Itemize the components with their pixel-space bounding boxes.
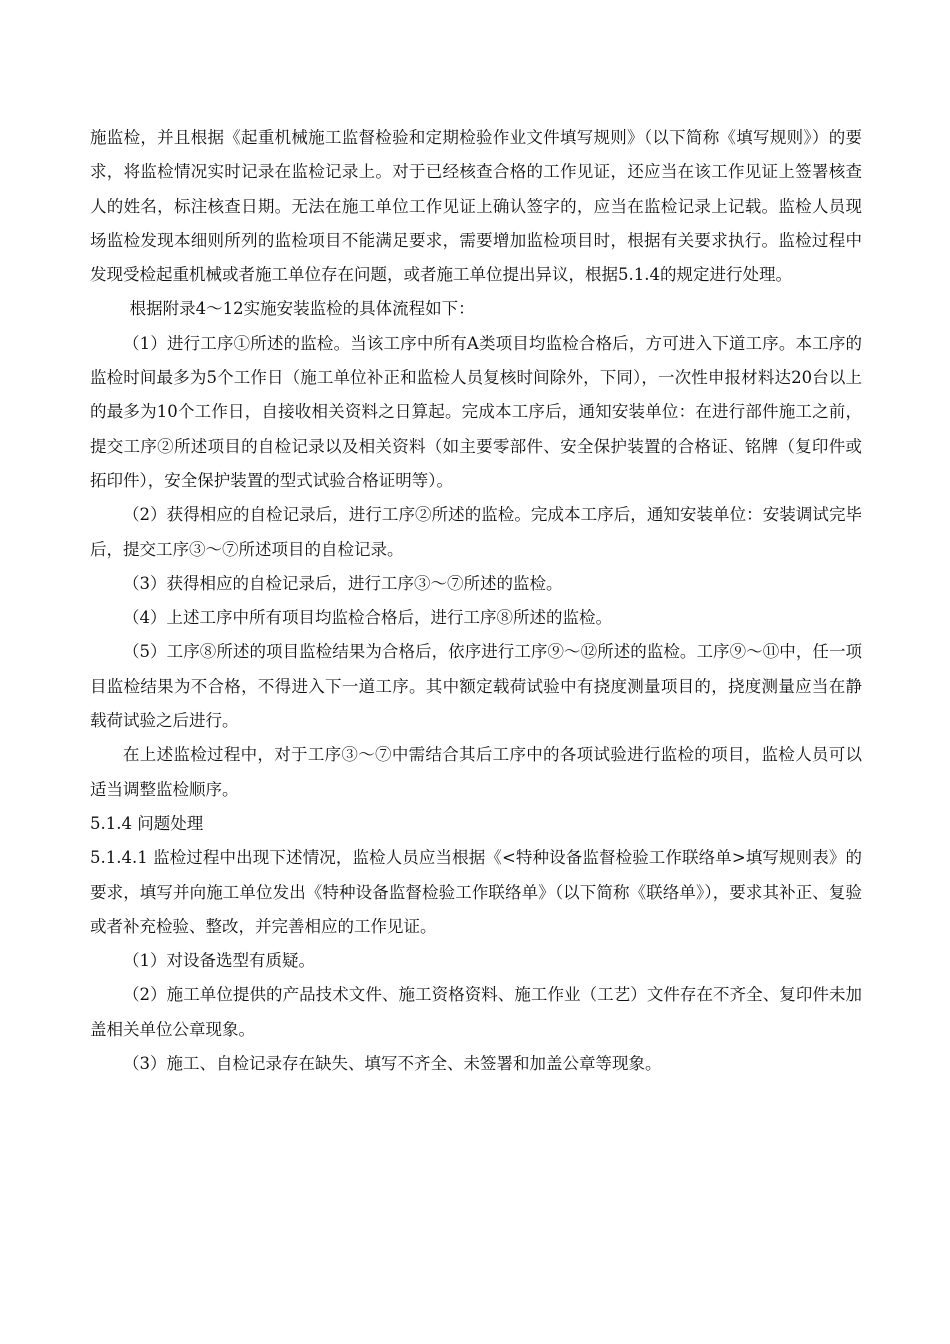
document-page <box>90 121 862 1081</box>
paragraph-step-4: （4）上述工序中所有项目均监检合格后，进行工序⑧所述的监检。 <box>123 608 612 628</box>
paragraph-step-2: （2）获得相应的自检记录后，进行工序②所述的监检。完成本工序后，通知安装单位：安装调试完毕后，提交工序③～⑦所述项目的自检记录。 <box>90 505 862 559</box>
section-heading-problem-handling: 5.1.4 问题处理 <box>90 813 204 833</box>
paragraph-continuation: 施监检，并且根据《起重机械施工监督检验和定期检验作业文件填写规则》（以下简称《填写规则》）的要求，将监检情况实时记录在监检记录上。对于已经核查合格的工作见证，还应当在该工作见证上签署核查人的姓名，标注核查日期。无法在施工单位工作见证上确认签字的，应当在监检记录上记载。监检人员现场监检发现本细则所列的监检项目不能满足要求，需要增加监检项目时，根据有关要求执行。监检过程中发现受检起重机械或者施工单位存在问题，或者施工单位提出异议，根据5.1.4的规定进行处理。 <box>90 128 862 285</box>
list-item-3: （3）施工、自检记录存在缺失、填写不齐全、未签署和加盖公章等现象。 <box>123 1054 662 1074</box>
paragraph-step-5: （5）工序⑧所述的项目监检结果为合格后，依序进行工序⑨～⑫所述的监检。工序⑨～⑪中，任一项目监检结果为不合格，不得进入下一道工序。其中额定载荷试验中有挠度测量项目的，挠度测量应当在静载荷试验之后进行。 <box>90 642 862 731</box>
list-item-1: （1）对设备选型有质疑。 <box>123 951 315 971</box>
paragraph-order-note: 在上述监检过程中，对于工序③～⑦中需结合其后工序中的各项试验进行监检的项目，监检人员可以适当调整监检顺序。 <box>90 745 862 799</box>
paragraph-step-3: （3）获得相应的自检记录后，进行工序③～⑦所述的监检。 <box>123 573 563 593</box>
paragraph-step-1: （1）进行工序①所述的监检。当该工序中所有A类项目均监检合格后，方可进入下道工序。本工序的监检时间最多为5个工作日（施工单位补正和监检人员复核时间除外，下同），一次性申报材料达20台以上的最多为10个工作日，自接收相关资料之日算起。完成本工序后，通知安装单位：在进行部件施工之前，提交工序②所述项目的自检记录以及相关资料（如主要零部件、安全保护装置的合格证、铭牌（复印件或拓印件），安全保护装置的型式试验合格证明等）。 <box>90 333 862 490</box>
paragraph-5-1-4-1: 5.1.4.1 监检过程中出现下述情况，监检人员应当根据《<特种设备监督检验工作联络单>填写规则表》的要求，填写并向施工单位发出《特种设备监督检验工作联络单》（以下简称《联络单》），要求其补正、复验或者补充检验、整改，并完善相应的工作见证。 <box>90 848 862 936</box>
paragraph-process-intro: 根据附录4～12实施安装监检的具体流程如下： <box>129 299 475 319</box>
list-item-2: （2）施工单位提供的产品技术文件、施工资格资料、施工作业（工艺）文件存在不齐全、复印件未加盖相关单位公章现象。 <box>90 985 862 1039</box>
